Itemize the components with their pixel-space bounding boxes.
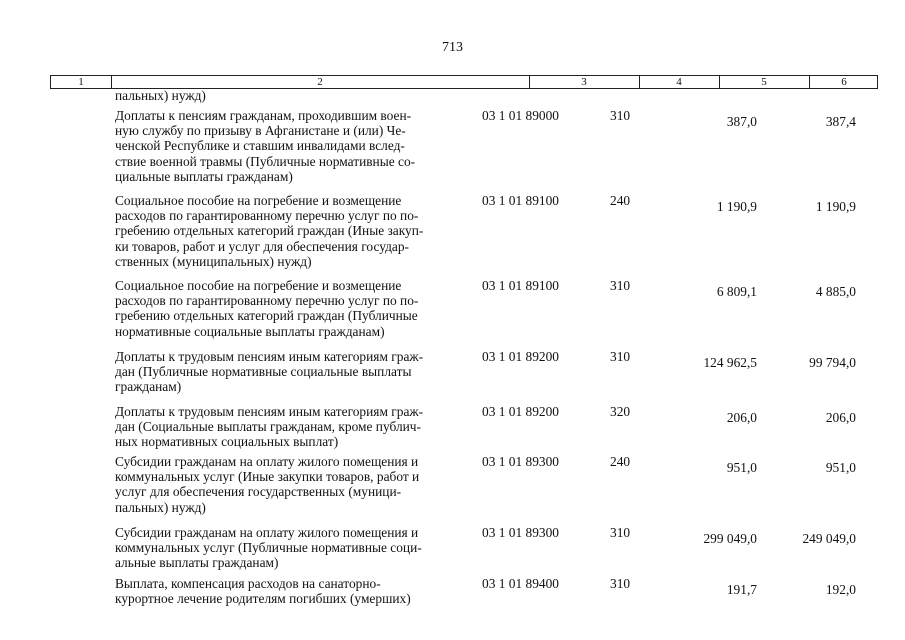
row-code: 03 1 01 89100 — [482, 278, 559, 293]
row-expense-type: 310 — [610, 349, 631, 364]
header-col-6: 6 — [841, 76, 847, 88]
row-description: Доплаты к пенсиям гражданам, проходившим воен- ную службу по призыву в Афганистане и (или) Че- ченской Республике и ставшим инвалидами вслед- ствие военной травмы (Публичные нормативные со- циальные выплаты гражданам) — [115, 108, 416, 184]
row-amount-2: 4 885,0 — [815, 284, 856, 299]
row-expense-type: 310 — [610, 525, 631, 540]
row-code: 03 1 01 89400 — [482, 576, 559, 591]
row-amount-2: 206,0 — [825, 410, 856, 425]
row-amount-1: 1 190,9 — [716, 199, 757, 214]
row-description: Доплаты к трудовым пенсиям иным категориям граж- дан (Публичные нормативные социальные выплаты гражданам) — [115, 349, 424, 395]
row-amount-1: 191,7 — [726, 582, 757, 597]
row-amount-2: 387,4 — [825, 114, 856, 129]
row-code: 03 1 01 89300 — [482, 525, 559, 540]
row-expense-type: 240 — [610, 454, 631, 469]
row-amount-2: 249 049,0 — [802, 531, 856, 546]
row-expense-type: 310 — [610, 108, 631, 123]
row-amount-1: 206,0 — [726, 410, 757, 425]
header-col-4: 4 — [676, 76, 682, 88]
header-col-5: 5 — [761, 76, 767, 88]
row-description: Доплаты к трудовым пенсиям иным категориям граж- дан (Социальные выплаты гражданам, кроме публич- ных нормативных социальных выплат) — [115, 404, 424, 450]
row-amount-2: 1 190,9 — [815, 199, 856, 214]
row-amount-2: 951,0 — [825, 460, 856, 475]
table-header — [50, 75, 878, 89]
row-amount-1: 387,0 — [726, 114, 757, 129]
row-expense-type: 310 — [610, 576, 631, 591]
row-amount-2: 99 794,0 — [809, 355, 856, 370]
row-code: 03 1 01 89000 — [482, 108, 559, 123]
row-code: 03 1 01 89300 — [482, 454, 559, 469]
row-code: 03 1 01 89200 — [482, 349, 559, 364]
row-code: 03 1 01 89100 — [482, 193, 559, 208]
row-amount-1: 299 049,0 — [703, 531, 757, 546]
row-code: 03 1 01 89200 — [482, 404, 559, 419]
row-amount-1: 951,0 — [726, 460, 757, 475]
header-col-3: 3 — [581, 76, 587, 88]
row-description: Субсидии гражданам на оплату жилого помещения и коммунальных услуг (Иные закупки товаров, работ и услуг для обеспечения государственных (муници- пальных) нужд) — [115, 454, 420, 515]
row-description: Субсидии гражданам на оплату жилого помещения и коммунальных услуг (Публичные нормативные соци- альные выплаты гражданам) — [115, 525, 422, 571]
row-amount-1: 124 962,5 — [703, 355, 757, 370]
row-expense-type: 320 — [610, 404, 631, 419]
header-col-1: 1 — [78, 76, 84, 88]
row-expense-type: 310 — [610, 278, 631, 293]
row-description: Социальное пособие на погребение и возмещение расходов по гарантированному перечню услуг по по- гребению отдельных категорий граждан (Иные закуп- ки товаров, работ и услуг для обеспечения государ- ственных (муниципальных) нужд) — [115, 193, 424, 269]
row-expense-type: 240 — [610, 193, 631, 208]
page-number: 713 — [442, 40, 463, 55]
row-description: пальных) нужд) — [115, 88, 206, 103]
row-description: Социальное пособие на погребение и возмещение расходов по гарантированному перечню услуг по по- гребению отдельных категорий граждан (Публичные нормативные социальные выплаты гражданам) — [115, 278, 419, 339]
row-amount-2: 192,0 — [825, 582, 856, 597]
row-amount-1: 6 809,1 — [716, 284, 757, 299]
header-col-2: 2 — [317, 76, 323, 88]
row-description: Выплата, компенсация расходов на санаторно- курортное лечение родителям погибших (умерших) — [115, 576, 411, 607]
